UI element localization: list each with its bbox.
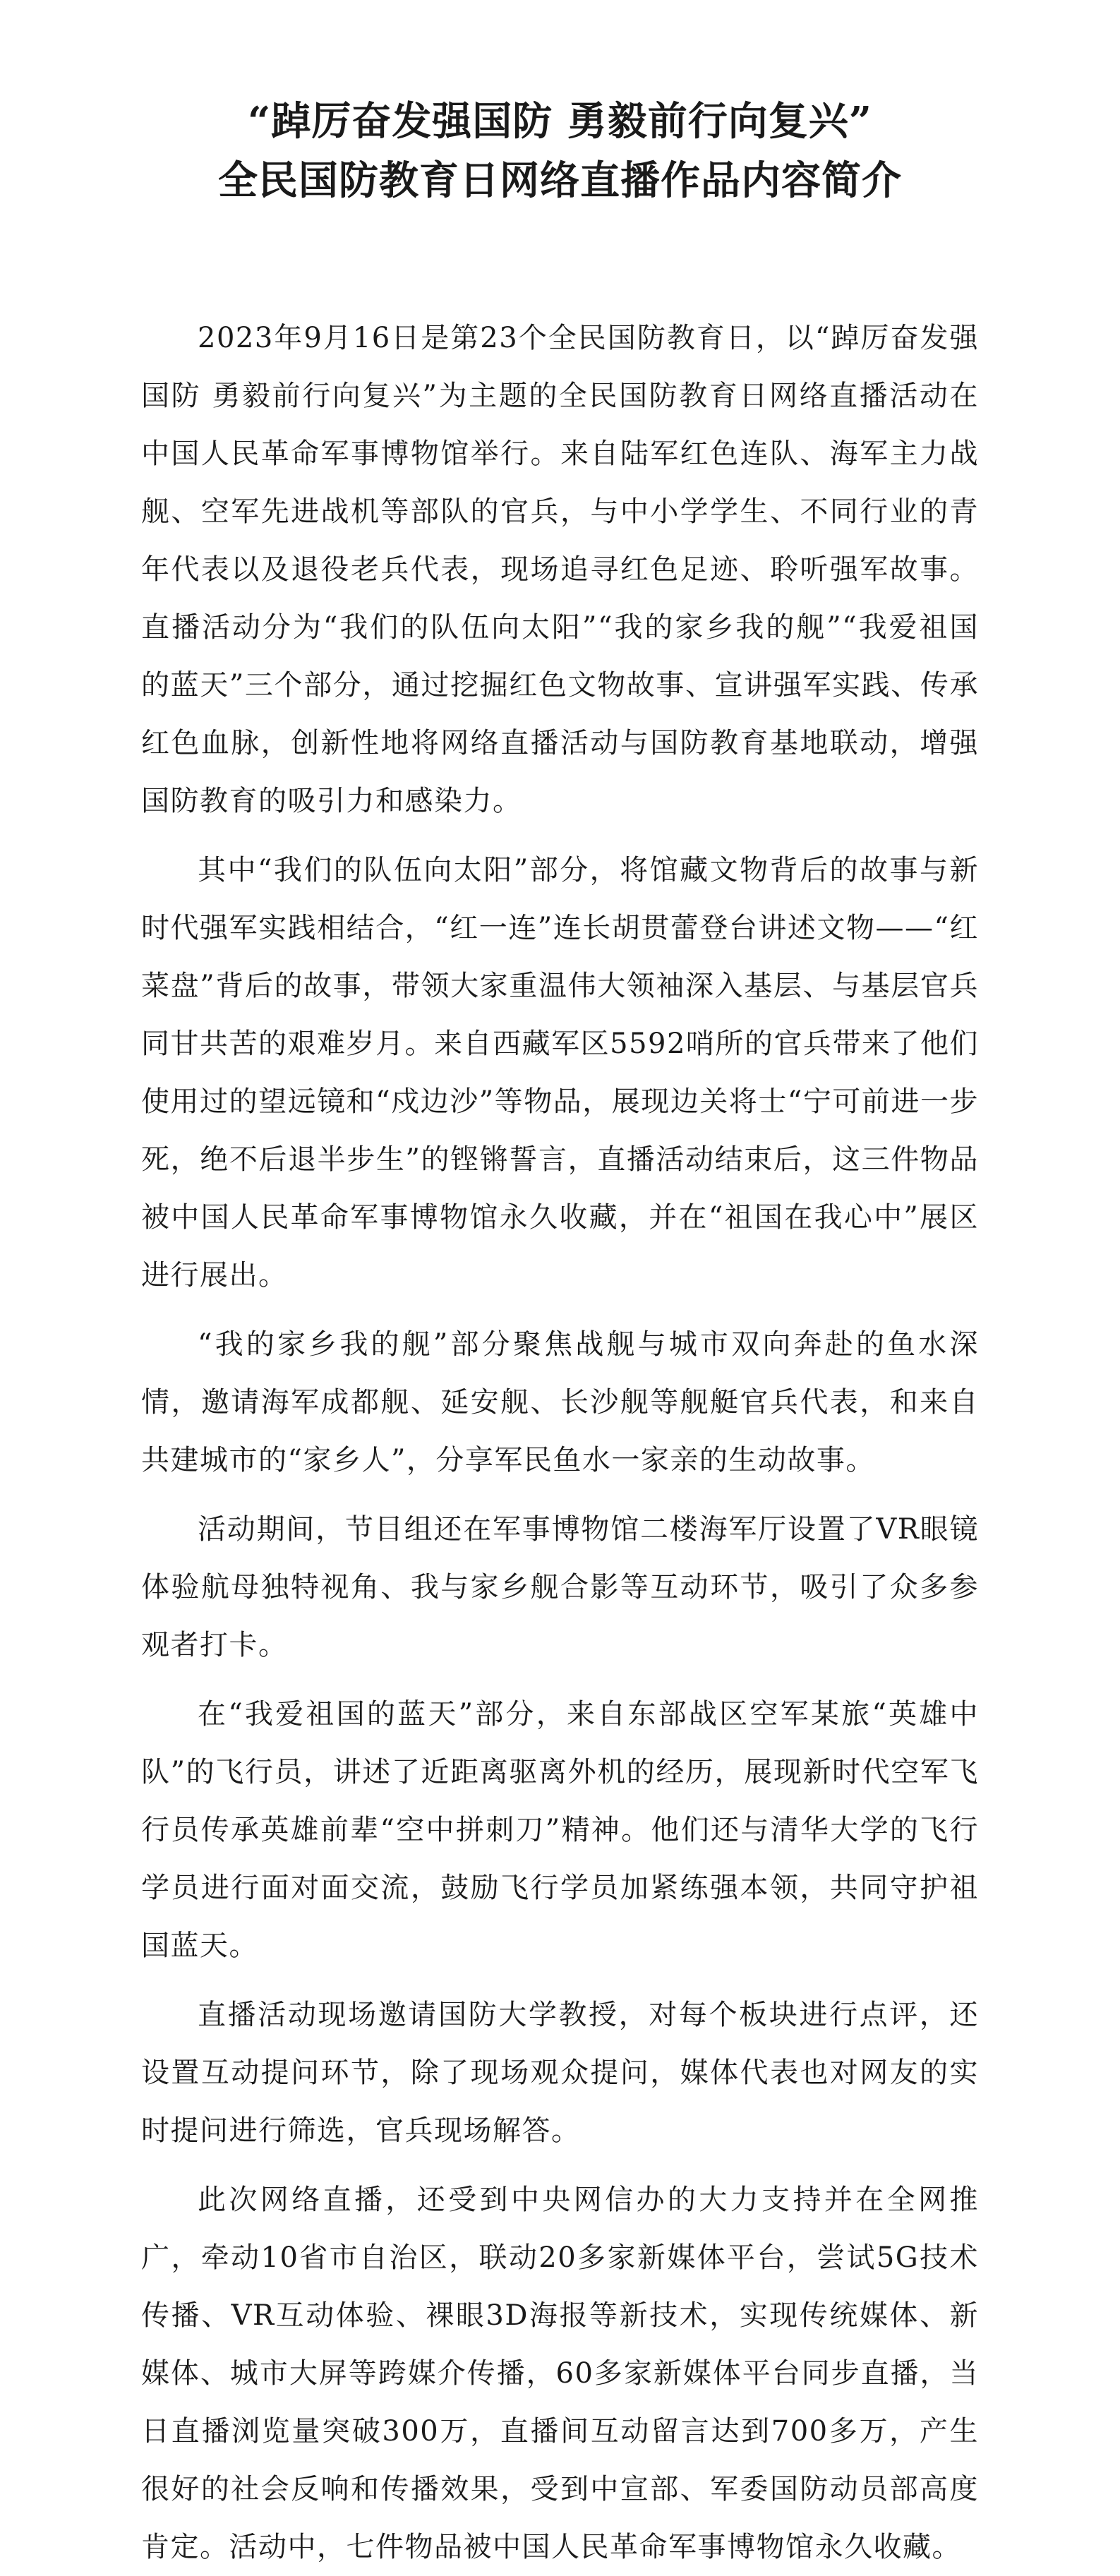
paragraph-hometown-ship-section: “我的家乡我的舰”部分聚焦战舰与城市双向奔赴的鱼水深情，邀请海军成都舰、延安舰、长沙舰等舰艇官兵代表，和来自共建城市的“家乡人”，分享军民鱼水一家亲的生动故事。	[141, 1328, 979, 1476]
paragraph-blue-sky-section: 在“我爱祖国的蓝天”部分，来自东部战区空军某旅“英雄中队”的飞行员，讲述了近距离驱离外机的经历，展现新时代空军飞行员传承英雄前辈“空中拼刺刀”精神。他们还与清华大学的飞行学员进行面对面交流，鼓励飞行学员加紧练强本领，共同守护祖国蓝天。	[141, 1698, 979, 1962]
title-line-1: “踔厉奋发强国防 勇毅前行向复兴”	[248, 98, 872, 145]
paragraph-intro: 2023年9月16日是第23个全民国防教育日，以“踔厉奋发强国防 勇毅前行向复兴”为主题的全民国防教育日网络直播活动在中国人民革命军事博物馆举行。来自陆军红色连队、海军主力战舰、空军先进战机等部队的官兵，与中小学学生、不同行业的青年代表以及退役老兵代表，现场追寻红色足迹、聆听强军故事。直播活动分为“我们的队伍向太阳”“我的家乡我的舰”“我爱祖国的蓝天”三个部分，通过挖掘红色文物故事、宣讲强军实践、传承红色血脉，创新性地将网络直播活动与国防教育基地联动，增强国防教育的吸引力和感染力。	[141, 322, 979, 817]
paragraph-expert-review: 直播活动现场邀请国防大学教授，对每个板块进行点评，还设置互动提问环节，除了现场观众提问，媒体代表也对网友的实时提问进行筛选，官兵现场解答。	[141, 1999, 979, 2147]
paragraph-broadcast-impact: 此次网络直播，还受到中央网信办的大力支持并在全网推广，牵动10省市自治区，联动20多家新媒体平台，尝试5G技术传播、VR互动体验、裸眼3D海报等新技术，实现传统媒体、新媒体、城市大屏等跨媒介传播，60多家新媒体平台同步直播，当日直播浏览量突破300万，直播间互动留言达到700多万，产生很好的社会反响和传播效果，受到中宣部、军委国防动员部高度肯定。活动中，七件物品被中国人民革命军事博物馆永久收藏。	[141, 2184, 979, 2563]
document-title	[141, 92, 979, 210]
document-body	[141, 309, 979, 2576]
title-line-2: 全民国防教育日网络直播作品内容简介	[218, 157, 902, 204]
paragraph-sun-section: 其中“我们的队伍向太阳”部分，将馆藏文物背后的故事与新时代强军实践相结合，“红一连”连长胡贯蕾登台讲述文物——“红菜盘”背后的故事，带领大家重温伟大领袖深入基层、与基层官兵同甘共苦的艰难岁月。来自西藏军区5592哨所的官兵带来了他们使用过的望远镜和“戍边沙”等物品，展现边关将士“宁可前进一步死，绝不后退半步生”的铿锵誓言，直播活动结束后，这三件物品被中国人民革命军事博物馆永久收藏，并在“祖国在我心中”展区进行展出。	[141, 854, 979, 1292]
paragraph-vr-activity: 活动期间，节目组还在军事博物馆二楼海军厅设置了VR眼镜体验航母独特视角、我与家乡舰合影等互动环节，吸引了众多参观者打卡。	[141, 1513, 979, 1661]
